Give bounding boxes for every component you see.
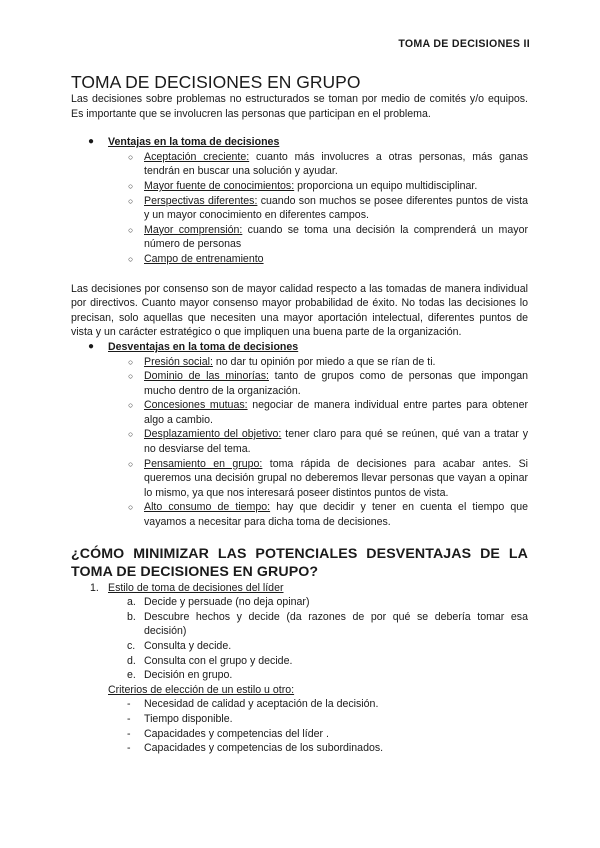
list-item: - Necesidad de calidad y aceptación de la decisión. (127, 698, 379, 711)
circle-bullet-icon: ○ (128, 253, 134, 264)
list-item: ○ Pensamiento en grupo: toma rápida de decisiones para acabar antes. Si queremos una decisión grupal no deberemos llevar personas que vayan a opinar lo mismo, ya que nos interesará poseer distintos puntos de vista. (128, 457, 528, 499)
ventajas-bullet (71, 135, 528, 150)
list-item: ○ Mayor comprensión: cuando se toma una decisión la comprenderá un mayor número de personas (128, 223, 528, 251)
bullet-icon: ● (88, 340, 95, 352)
criterios-heading-row (71, 683, 528, 698)
list-item: - Tiempo disponible. (127, 712, 233, 725)
list-item: ○ Presión social: no dar tu opinión por miedo a que se rían de ti. (128, 355, 436, 368)
section-heading: ¿CÓMO MINIMIZAR LAS POTENCIALES DESVENTAJAS DE LA TOMA DE DECISIONES EN GRUPO? (71, 545, 528, 580)
list-item: - Capacidades y competencias de los subordinados. (127, 742, 384, 755)
circle-bullet-icon: ○ (128, 458, 134, 469)
list-item: ○ Perspectivas diferentes: cuando son muchos se posee diferentes puntos de vista y un mayor conocimiento en diferentes campos. (128, 194, 528, 222)
list-item: d. Consulta con el grupo y decide. (127, 654, 293, 667)
list-item: ○ Alto consumo de tiempo: hay que decidir y tener en cuenta el tiempo que vayamos a necesitar para dicha toma de decisiones. (128, 501, 529, 529)
style-list (71, 595, 528, 683)
criterios-list (71, 697, 528, 755)
ventajas-list (71, 150, 528, 267)
dash-bullet-icon: - (127, 727, 131, 740)
circle-bullet-icon: ○ (128, 502, 134, 513)
list-item: ○ Desplazamiento del objetivo: tener claro para qué se reúnen, qué van a tratar y no desviarse del tema. (128, 428, 528, 456)
list-item: ○ Mayor fuente de conocimientos: proporciona un equipo multidisciplinar. (128, 179, 478, 192)
list-item: b. Descubre hechos y decide (da razones de por qué se debería tomar esa decisión) (127, 610, 528, 638)
dash-bullet-icon: - (127, 698, 131, 711)
running-header: TOMA DE DECISIONES II (398, 38, 530, 50)
list-item: e. Decisión en grupo. (127, 669, 233, 682)
list-item: ○ Aceptación creciente: cuanto más involucres a otras personas, más ganas tendrán en buscar una solución y ayudar. (128, 150, 528, 178)
ventajas-heading: Ventajas en la toma de decisiones (108, 136, 280, 149)
criterios-heading: Criterios de elección de un estilo u otro: (108, 683, 295, 696)
numbered-item: 1. Estilo de toma de decisiones del líder (90, 581, 284, 594)
circle-bullet-icon: ○ (128, 180, 134, 191)
circle-bullet-icon: ○ (128, 224, 134, 235)
list-item: - Capacidades y competencias del líder . (127, 727, 329, 740)
numbered-item-label: Estilo de toma de decisiones del líder (108, 581, 284, 594)
circle-bullet-icon: ○ (128, 371, 134, 382)
dash-bullet-icon: - (127, 742, 131, 755)
page-content (71, 72, 528, 756)
dash-bullet-icon: - (127, 712, 131, 725)
desventajas-bullet (71, 340, 528, 355)
list-item: ○ Concesiones mutuas: negociar de manera individual entre partes para obtener algo a cambio. (128, 399, 528, 426)
intro-paragraph: Las decisiones sobre problemas no estructurados se toman por medio de comités y/o equipos. Es importante que se involucren las personas que participan en el problema. (71, 93, 528, 120)
list-item: c. Consulta y decide. (127, 640, 232, 652)
bullet-icon: ● (88, 136, 95, 148)
list-item: ○ Campo de entrenamiento (128, 252, 264, 265)
consenso-paragraph: Las decisiones por consenso son de mayor calidad respecto a las tomadas de manera individual por directivos. Cuanto mayor consenso mayor probabilidad de éxito. No todas las decisiones lo precisan, solo aquellas que necesiten una mayor aportación intelectual, diferentes puntos de vista y un carácter estratégico o que impliquen una buena parte de la organización. (71, 282, 528, 339)
circle-bullet-icon: ○ (128, 400, 134, 411)
page-title: TOMA DE DECISIONES EN GRUPO (71, 72, 361, 92)
circle-bullet-icon: ○ (128, 195, 134, 206)
circle-bullet-icon: ○ (128, 151, 134, 162)
desventajas-list (71, 355, 528, 530)
list-item: a. Decide y persuade (no deja opinar) (127, 596, 310, 609)
circle-bullet-icon: ○ (128, 356, 134, 367)
desventajas-heading: Desventajas en la toma de decisiones (108, 340, 299, 353)
circle-bullet-icon: ○ (128, 429, 134, 440)
list-item: ○ Dominio de las minorías: tanto de grupos como de personas que impongan mucho dentro de la organización. (128, 370, 529, 397)
